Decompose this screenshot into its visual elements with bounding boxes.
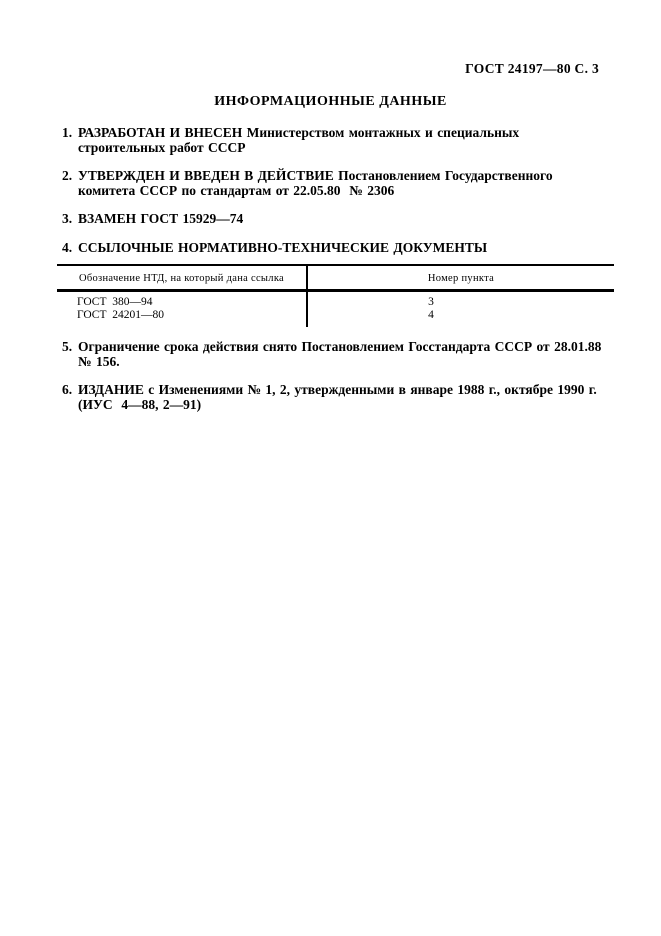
table-column-punkt [308, 292, 614, 327]
table-cell: ГОСТ 24201—80 [77, 308, 165, 321]
list-item-6 [57, 383, 604, 412]
page-title: ИНФОРМАЦИОННЫЕ ДАННЫЕ [214, 94, 447, 109]
table-header-ntd: Обозначение НТД, на который дана ссылка [57, 266, 308, 289]
item-text: УТВЕРЖДЕН И ВВЕДЕН В ДЕЙСТВИЕ Постановлением Государственного комитета СССР по стандартам от 22.05.80 № 2306 [78, 168, 557, 198]
list-item-3 [57, 212, 604, 227]
running-head: ГОСТ 24197—80 С. 3 [465, 61, 599, 76]
item-text: ИЗДАНИЕ с Изменениями № 1, 2, утвержденными в январе 1988 г., октябре 1990 г. (ИУС 4—88, 2—91) [78, 382, 602, 412]
list-item-2 [57, 169, 604, 198]
item-text: ССЫЛОЧНЫЕ НОРМАТИВНО-ТЕХНИЧЕСКИЕ ДОКУМЕНТЫ [78, 239, 488, 255]
item-text: Ограничение срока действия снято Постановлением Госстандарта СССР от 28.01.88 № 156. [78, 339, 606, 369]
table-cell: ГОСТ 380—94 [77, 296, 153, 308]
item-text: ВЗАМЕН ГОСТ 15929—74 [78, 211, 244, 226]
list-item-4 [57, 241, 604, 256]
item-text: РАЗРАБОТАН И ВНЕСЕН Министерством монтажных и специальных строительных работ СССР [78, 125, 524, 155]
item-number: 5. [62, 339, 73, 354]
item-number: 3. [62, 211, 73, 226]
table-column-ntd [57, 292, 308, 327]
item-number: 1. [62, 125, 73, 140]
list-item-5 [57, 340, 604, 369]
item-number: 6. [62, 382, 73, 397]
item-number: 2. [62, 168, 73, 183]
list-item-1 [57, 126, 604, 155]
references-table-body [57, 292, 614, 327]
table-header-punkt: Номер пункта [427, 273, 495, 284]
references-table-header-row [57, 266, 614, 292]
table-cell: 4 [428, 308, 434, 321]
table-cell: 3 [428, 296, 434, 308]
item-number: 4. [62, 239, 73, 255]
references-table [57, 264, 614, 327]
